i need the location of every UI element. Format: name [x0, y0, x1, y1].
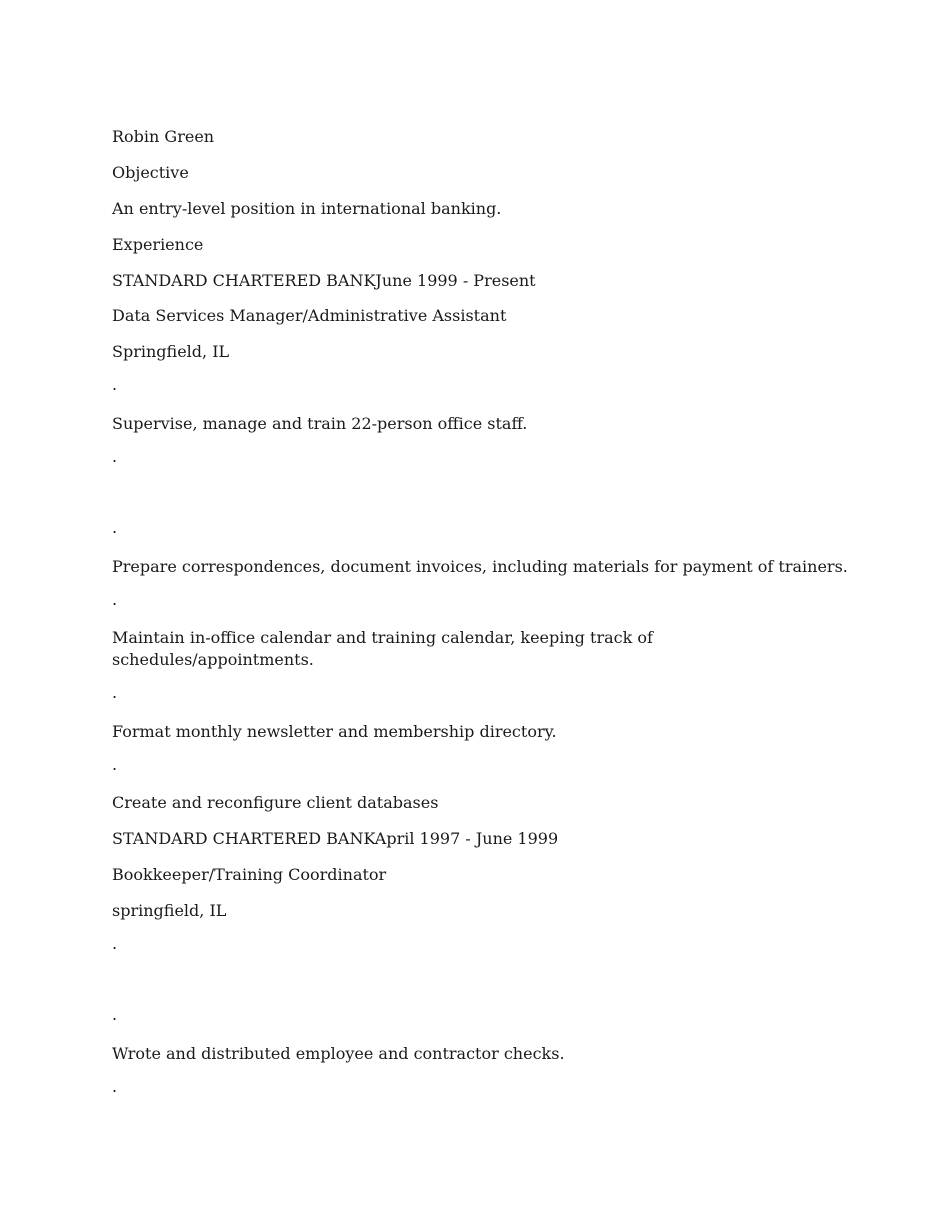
- bullet-marker: .: [112, 934, 118, 953]
- candidate-name: Robin Green: [112, 127, 215, 146]
- job1-title: Data Services Manager/Administrative Assistant: [112, 306, 507, 325]
- objective-text: An entry-level position in international banking.: [112, 199, 502, 218]
- bullet-marker: .: [112, 518, 118, 537]
- job2-employer-dates: STANDARD CHARTERED BANKApril 1997 - June 1999: [112, 829, 559, 848]
- bullet-marker: .: [112, 1077, 118, 1096]
- job2-title: Bookkeeper/Training Coordinator: [112, 865, 387, 884]
- bullet-marker: .: [112, 1005, 118, 1024]
- job1-employer-dates: STANDARD CHARTERED BANKJune 1999 - Present: [112, 271, 536, 290]
- job2-location: springfield, IL: [112, 901, 227, 920]
- job2-duty-1: Wrote and distributed employee and contractor checks.: [112, 1044, 565, 1063]
- job1-duty-2: Prepare correspondences, document invoices, including materials for payment of trainers.: [112, 557, 848, 576]
- objective-heading: Objective: [112, 163, 189, 182]
- bullet-marker: .: [112, 447, 118, 466]
- bullet-marker: .: [112, 755, 118, 774]
- experience-heading: Experience: [112, 235, 204, 254]
- bullet-marker: .: [112, 683, 118, 702]
- job1-duty-1: Supervise, manage and train 22-person office staff.: [112, 414, 528, 433]
- job1-location: Springfield, IL: [112, 342, 230, 361]
- bullet-marker: .: [112, 375, 118, 394]
- job1-duty-3: Maintain in-office calendar and training calendar, keeping track of schedules/appointments.: [112, 628, 653, 669]
- bullet-marker: .: [112, 590, 118, 609]
- job1-duty-5: Create and reconfigure client databases: [112, 793, 439, 812]
- job1-duty-4: Format monthly newsletter and membership directory.: [112, 722, 557, 741]
